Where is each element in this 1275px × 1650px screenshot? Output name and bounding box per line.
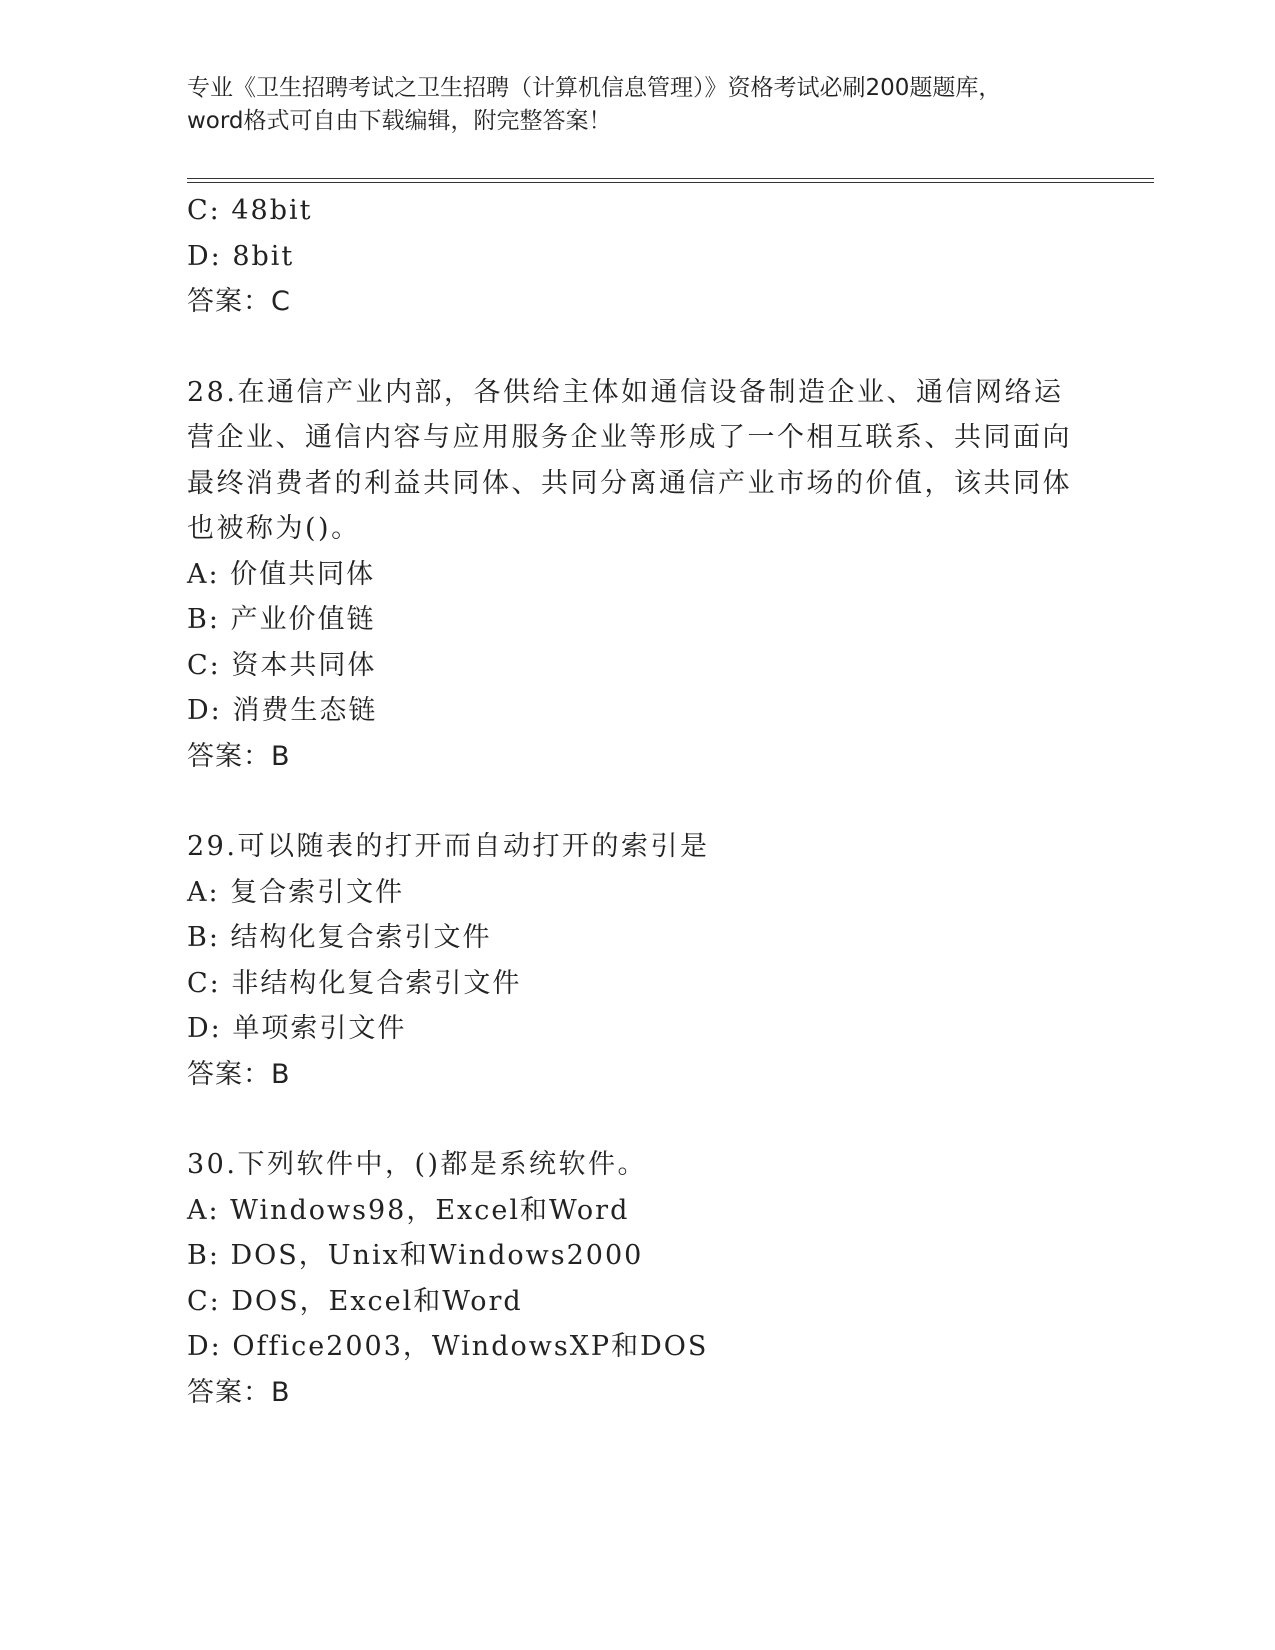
question-block-30 xyxy=(187,1142,1087,1415)
spacer xyxy=(187,1097,1087,1142)
option-b: B: 结构化复合索引文件 xyxy=(187,922,492,953)
header-title-line-1: 专业《卫生招聘考试之卫生招聘（计算机信息管理）》资格考试必刷200题题库， xyxy=(187,75,1002,101)
header-divider xyxy=(187,178,1154,183)
spacer xyxy=(187,779,1087,824)
option-c: C: 非结构化复合索引文件 xyxy=(187,967,522,999)
document-body xyxy=(187,188,1087,1415)
answer-line: 答案：B xyxy=(187,1376,291,1408)
option-d: D: 消费生态链 xyxy=(187,695,378,726)
spacer xyxy=(187,325,1087,370)
question-text: 28.在通信产业内部，各供给主体如通信设备制造企业、通信网络运营企业、通信内容与应用服务企业等形成了一个相互联系、共同面向最终消费者的利益共同体、共同分离通信产业市场的价值，该共同体也被称为()。 xyxy=(187,376,1072,544)
option-a: A: 价值共同体 xyxy=(187,558,376,590)
question-text: 30.下列软件中，()都是系统软件。 xyxy=(187,1149,648,1180)
option-d: D: Office2003，WindowsXP和DOS xyxy=(187,1331,709,1362)
option-b: B: DOS，Unix和Windows2000 xyxy=(187,1240,644,1271)
header-title-line-2: word格式可自由下载编辑，附完整答案！ xyxy=(187,108,612,134)
question-text: 29.可以随表的打开而自动打开的索引是 xyxy=(187,831,710,862)
question-block-27-tail xyxy=(187,188,1087,325)
answer-line: 答案：C xyxy=(187,286,291,317)
option-a: A: 复合索引文件 xyxy=(187,876,405,908)
option-b: B: 产业价值链 xyxy=(187,604,376,635)
answer-line: 答案：B xyxy=(187,1058,291,1090)
option-c: C: 资本共同体 xyxy=(187,649,377,681)
question-block-29 xyxy=(187,824,1087,1097)
option-d: D: 8bit xyxy=(187,240,295,272)
option-a: A: Windows98，Excel和Word xyxy=(187,1194,630,1226)
option-c: C: 48bit xyxy=(187,195,313,226)
option-c: C: DOS，Excel和Word xyxy=(187,1285,523,1317)
document-header xyxy=(187,72,1087,138)
question-block-28 xyxy=(187,370,1087,780)
option-d: D: 单项索引文件 xyxy=(187,1013,407,1044)
answer-line: 答案：B xyxy=(187,740,291,772)
